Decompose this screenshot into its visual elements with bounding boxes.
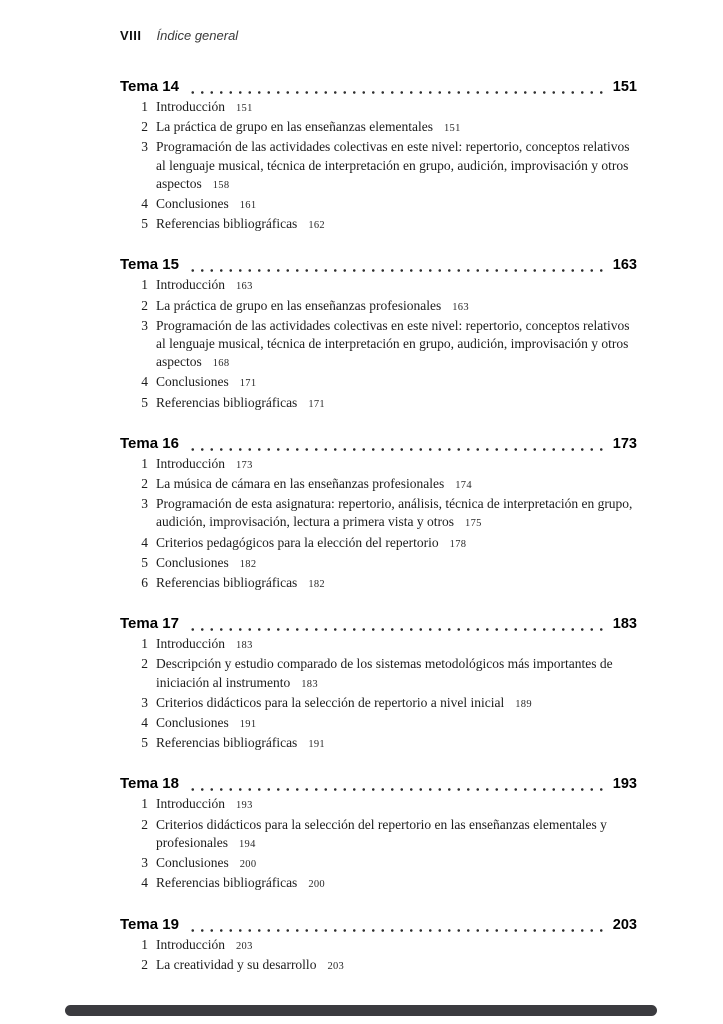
entry-page-number: 182 [308, 579, 325, 591]
toc-section [120, 433, 637, 594]
entry-title: La práctica de grupo en las enseñanzas profesionales [156, 297, 442, 313]
entry-title: Descripción y estudio comparado de los sistemas metodológicos más importantes de iniciación al instrumento [156, 656, 613, 690]
entry-text-block [156, 655, 638, 693]
entry-text-block [156, 554, 638, 574]
entry-text-block [156, 936, 638, 956]
toc-content [120, 28, 637, 976]
toc-section-heading [120, 254, 637, 276]
dot-leader [188, 448, 603, 451]
entry-page-number: 183 [235, 640, 253, 652]
toc-entry [120, 475, 637, 495]
toc-entry [120, 138, 637, 195]
entry-text-block [156, 138, 638, 195]
entry-page-number: 151 [444, 123, 461, 135]
entry-page-number: 203 [235, 940, 253, 952]
entry-text-block [156, 816, 638, 854]
entry-title: Conclusiones [156, 196, 229, 212]
toc-entry [120, 98, 637, 118]
horizontal-scrollbar-thumb[interactable] [65, 1005, 657, 1016]
toc-entry [120, 854, 637, 874]
toc-section [120, 773, 637, 894]
section-page-number: 151 [612, 79, 637, 95]
entry-title: Conclusiones [156, 715, 229, 731]
toc-section-heading [120, 914, 637, 936]
entry-title: Introducción [156, 455, 225, 471]
folio-page-number: VIII [120, 28, 142, 43]
entry-text-block [156, 118, 638, 138]
entry-page-number: 173 [235, 459, 253, 471]
entry-text-block [156, 795, 638, 815]
dot-leader [188, 269, 603, 272]
entry-title: Introducción [156, 636, 225, 652]
entry-title: Conclusiones [156, 855, 229, 871]
toc-entry [120, 297, 637, 317]
entry-page-number: 193 [235, 800, 253, 812]
entry-title: Referencias bibliográficas [156, 216, 298, 232]
section-title: Tema 16 [120, 434, 179, 452]
toc-entry [120, 816, 637, 854]
entry-title: Referencias bibliográficas [156, 394, 298, 410]
entry-number: 3 [141, 139, 148, 155]
toc-entry [120, 795, 637, 815]
entry-number: 1 [141, 277, 148, 293]
section-page-number: 193 [612, 776, 637, 793]
entry-text-block [156, 297, 638, 317]
entry-text-block [156, 276, 638, 296]
toc-entry [120, 574, 637, 594]
entry-number: 4 [141, 875, 148, 891]
entry-text-block [156, 394, 638, 414]
entry-page-number: 191 [308, 739, 325, 751]
entry-title: Criterios didácticos para la selección de repertorio a nivel inicial [156, 694, 505, 710]
toc-entry [120, 734, 637, 754]
entry-number: 2 [141, 119, 148, 135]
entry-title: Referencias bibliográficas [156, 735, 298, 751]
entry-number: 3 [141, 317, 148, 333]
entry-text-block [156, 98, 638, 118]
entry-number: 5 [141, 394, 148, 410]
toc-section-heading [120, 773, 637, 795]
entry-number: 1 [141, 455, 148, 471]
toc-section [120, 613, 637, 754]
entry-text-block [156, 495, 638, 533]
entry-text-block [156, 534, 638, 554]
entry-page-number: 175 [465, 518, 482, 530]
entry-title: Conclusiones [156, 374, 229, 390]
section-title: Tema 15 [120, 256, 179, 274]
entry-text-block [156, 734, 638, 754]
toc-entry [120, 455, 637, 475]
entry-number: 4 [141, 374, 148, 390]
toc-entry [120, 694, 637, 714]
entry-number: 3 [141, 694, 148, 710]
toc-entry [120, 554, 637, 574]
entry-title: Referencias bibliográficas [156, 575, 298, 591]
entry-page-number: 161 [239, 200, 257, 212]
entry-number: 6 [141, 575, 148, 591]
entry-number: 5 [141, 735, 148, 751]
entry-text-block [156, 455, 638, 475]
toc-entry [120, 655, 637, 693]
dot-leader [188, 788, 603, 791]
toc-entry [120, 534, 637, 554]
entry-page-number: 171 [239, 378, 257, 390]
entry-number: 2 [141, 476, 148, 492]
entry-page-number: 163 [452, 301, 469, 313]
entry-number: 5 [141, 554, 148, 570]
entry-page-number: 178 [449, 538, 467, 550]
section-title: Tema 19 [120, 915, 179, 933]
entry-page-number: 163 [235, 281, 253, 293]
entry-number: 2 [141, 816, 148, 832]
toc-entry [120, 195, 637, 215]
entry-number: 3 [141, 496, 148, 512]
toc-entry [120, 118, 637, 138]
entry-number: 1 [141, 796, 148, 812]
running-title: Índice general [156, 28, 239, 43]
toc-entry [120, 495, 637, 533]
entry-number: 3 [141, 855, 148, 871]
entry-number: 5 [141, 216, 148, 232]
toc-section [120, 254, 637, 413]
entry-title: Introducción [156, 277, 225, 293]
entry-number: 2 [141, 956, 148, 972]
entry-text-block [156, 635, 638, 655]
entry-text-block [156, 195, 638, 215]
toc-entry [120, 714, 637, 734]
toc-section-heading [120, 76, 637, 98]
dot-leader [188, 628, 603, 631]
toc-entry [120, 276, 637, 296]
toc-entry [120, 373, 637, 393]
dot-leader [188, 929, 603, 932]
entry-title: Programación de las actividades colectivas en este nivel: repertorio, conceptos relativos al lenguaje musical, técnica de interpretación en grupo, audición, improvisación y otros aspectos [156, 317, 630, 370]
section-page-number: 163 [612, 257, 637, 274]
entry-text-block [156, 215, 638, 235]
toc-section [120, 76, 637, 235]
entry-page-number: 200 [239, 859, 257, 871]
section-page-number: 203 [612, 916, 637, 933]
entry-page-number: 183 [301, 678, 318, 690]
section-title: Tema 18 [120, 775, 179, 793]
entry-title: La práctica de grupo en las enseñanzas elementales [156, 119, 433, 135]
toc-section-heading [120, 613, 637, 635]
entry-page-number: 168 [212, 358, 230, 370]
entry-number: 4 [141, 715, 148, 731]
entry-number: 4 [141, 534, 148, 550]
entry-number: 1 [141, 99, 148, 114]
entry-text-block [156, 874, 638, 894]
entry-number: 2 [141, 297, 148, 313]
entry-page-number: 200 [308, 879, 325, 891]
entry-title: Conclusiones [156, 554, 229, 570]
running-header [120, 28, 637, 48]
entry-title: La música de cámara en las enseñanzas profesionales [156, 476, 445, 492]
entry-page-number: 191 [239, 719, 257, 731]
entry-title: La creatividad y su desarrollo [156, 956, 317, 972]
entry-page-number: 194 [238, 838, 256, 850]
entry-text-block [156, 956, 638, 976]
entry-page-number: 162 [308, 220, 325, 232]
toc-entry [120, 635, 637, 655]
entry-title: Programación de esta asignatura: repertorio, análisis, técnica de interpretación en grupo, audición, improvisación, lectura a primera vista y otros [156, 496, 633, 530]
toc-section [120, 914, 637, 976]
section-page-number: 183 [612, 616, 637, 633]
entry-page-number: 174 [455, 480, 472, 492]
entry-text-block [156, 475, 638, 495]
toc-entry [120, 317, 637, 374]
entry-text-block [156, 714, 638, 734]
entry-title: Criterios didácticos para la selección del repertorio en las enseñanzas elementales y profesionales [156, 816, 607, 850]
dot-leader [188, 91, 603, 94]
entry-title: Referencias bibliográficas [156, 875, 298, 891]
entry-title: Introducción [156, 99, 225, 114]
entry-title: Introducción [156, 936, 225, 952]
entry-page-number: 158 [212, 179, 230, 191]
entry-page-number: 203 [327, 960, 345, 972]
entry-number: 1 [141, 936, 148, 952]
entry-number: 2 [141, 656, 148, 672]
entry-page-number: 171 [308, 398, 325, 410]
entry-text-block [156, 373, 638, 393]
section-title: Tema 14 [120, 78, 179, 95]
toc-entry [120, 936, 637, 956]
toc-entry [120, 215, 637, 235]
toc-section-heading [120, 433, 637, 455]
entry-title: Introducción [156, 796, 225, 812]
entry-page-number: 189 [515, 698, 532, 710]
entry-number: 4 [141, 196, 148, 212]
toc-entry [120, 394, 637, 414]
entry-title: Programación de las actividades colectivas en este nivel: repertorio, conceptos relativos al lenguaje musical, técnica de interpretación en grupo, audición, improvisación y otros aspectos [156, 139, 630, 191]
entry-text-block [156, 317, 638, 374]
section-page-number: 173 [612, 435, 637, 452]
section-title: Tema 17 [120, 615, 179, 633]
entry-text-block [156, 694, 638, 714]
entry-page-number: 182 [239, 558, 257, 570]
toc-sections [120, 76, 637, 976]
toc-entry [120, 874, 637, 894]
entry-text-block [156, 574, 638, 594]
entry-number: 1 [141, 636, 148, 652]
entry-text-block [156, 854, 638, 874]
entry-title: Criterios pedagógicos para la elección del repertorio [156, 534, 439, 550]
toc-entry [120, 956, 637, 976]
entry-page-number: 151 [235, 103, 253, 114]
